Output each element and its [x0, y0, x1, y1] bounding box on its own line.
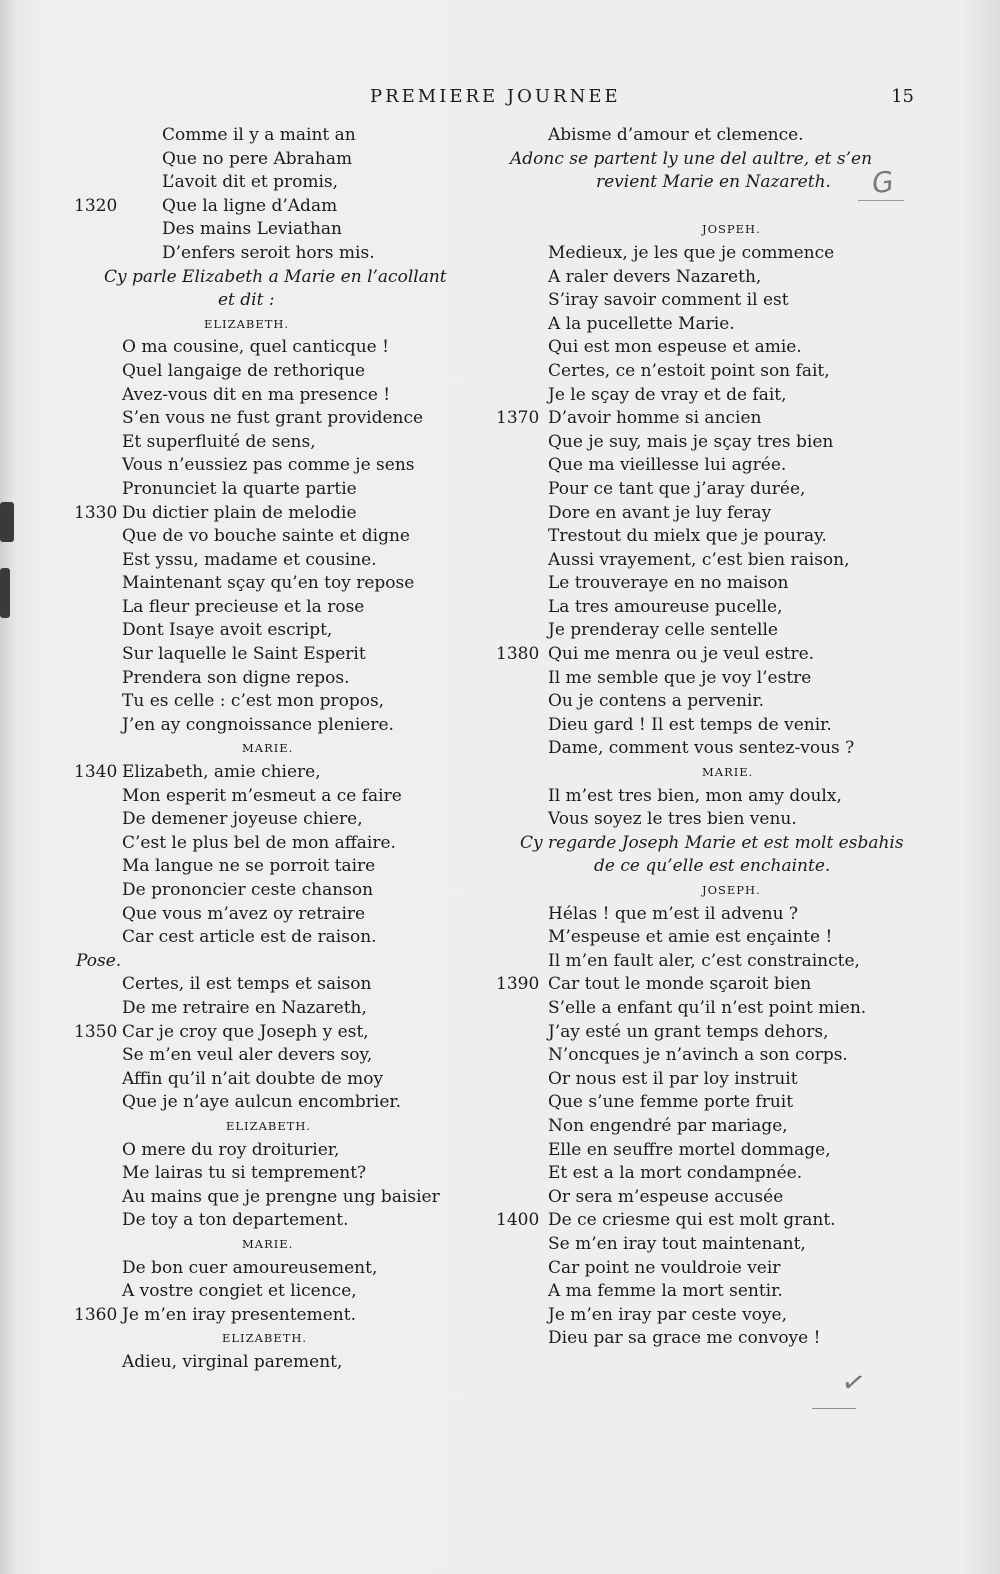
text-line — [74, 1068, 454, 1092]
verse-text: Mon esperit m’esmeut a ce faire — [122, 785, 402, 806]
text-line — [74, 313, 454, 337]
verse-text: Je m’en iray par ceste voye, — [548, 1304, 787, 1325]
text-line — [74, 737, 454, 761]
text-line — [74, 266, 454, 290]
verse-text: Medieux, je les que je commence — [548, 242, 835, 263]
verse-text: Il m’est tres bien, mon amy doulx, — [548, 785, 842, 806]
text-line — [496, 832, 906, 856]
verse-text: Trestout du mielx que je pouray. — [548, 526, 827, 547]
text-line — [496, 643, 906, 667]
verse-text: Non engendré par mariage, — [548, 1115, 788, 1136]
text-line — [74, 384, 454, 408]
text-line — [496, 714, 906, 738]
verse-text: Et est a la mort condampnée. — [548, 1163, 803, 1184]
verse-text: J’ay esté un grant temps dehors, — [548, 1021, 829, 1042]
text-line — [74, 572, 454, 596]
verse-text: Certes, il est temps et saison — [122, 974, 372, 995]
text-line — [74, 1115, 454, 1139]
text-line — [74, 171, 454, 195]
text-line — [496, 596, 906, 620]
left-column — [74, 124, 454, 1374]
speaker-name: JOSPEH. — [702, 222, 761, 237]
verse-text: A raler devers Nazareth, — [548, 266, 762, 287]
text-line — [74, 690, 454, 714]
stage-direction: Adonc se partent ly une del aultre, et s’en — [510, 148, 873, 169]
text-line — [496, 124, 906, 148]
verse-text: Se m’en veul aler devers soy, — [122, 1045, 373, 1066]
verse-text: A la pucellette Marie. — [548, 313, 735, 334]
line-number: 1320 — [74, 195, 118, 216]
text-line — [496, 1257, 906, 1281]
text-line — [496, 407, 906, 431]
text-line — [74, 973, 454, 997]
line-number: 1390 — [496, 974, 540, 995]
verse-text: Me lairas tu si temprement? — [122, 1163, 367, 1184]
text-line — [496, 1044, 906, 1068]
text-line — [496, 242, 906, 266]
verse-text: Car cest article est de raison. — [122, 927, 377, 948]
verse-text: Car je croy que Joseph y est, — [122, 1021, 369, 1042]
text-line — [496, 761, 906, 785]
verse-text: Prendera son digne repos. — [122, 667, 350, 688]
verse-text: Ma langue ne se porroit taire — [122, 856, 376, 877]
text-line — [74, 808, 454, 832]
verse-text: Sur laquelle le Saint Esperit — [122, 644, 366, 665]
text-line — [496, 502, 906, 526]
verse-text: Comme il y a maint an — [162, 125, 356, 145]
verse-text: Elizabeth, amie chiere, — [122, 762, 321, 783]
text-line — [496, 785, 906, 809]
verse-text: Aussi vrayement, c’est bien raison, — [548, 549, 850, 570]
blank-line — [496, 195, 906, 219]
text-line — [74, 1139, 454, 1163]
text-line — [74, 785, 454, 809]
verse-text: De bon cuer amoureusement, — [122, 1257, 378, 1278]
text-line — [74, 1351, 454, 1375]
page-number: 15 — [891, 86, 914, 107]
verse-text: Hélas ! que m’est il advenu ? — [548, 903, 799, 924]
text-line — [74, 879, 454, 903]
text-line — [496, 1162, 906, 1186]
stage-direction: et dit : — [218, 290, 275, 311]
text-line — [74, 148, 454, 172]
text-line — [74, 1186, 454, 1210]
verse-text: Dont Isaye avoit escript, — [122, 620, 333, 641]
verse-text: Or nous est il par loy instruit — [548, 1068, 798, 1089]
verse-text: De me retraire en Nazareth, — [122, 997, 367, 1018]
text-line — [496, 572, 906, 596]
verse-text: Des mains Leviathan — [162, 219, 342, 240]
text-line — [496, 903, 906, 927]
verse-text: Avez-vous dit en ma presence ! — [122, 384, 391, 405]
speaker-name: ELIZABETH. — [204, 316, 290, 331]
verse-text: A vostre congiet et licence, — [122, 1281, 357, 1302]
text-line — [74, 1162, 454, 1186]
verse-text: Que je n’aye aulcun encombrier. — [122, 1092, 402, 1113]
text-line — [74, 431, 454, 455]
text-line — [496, 1115, 906, 1139]
verse-text: N’oncques je n’avinch a son corps. — [548, 1045, 848, 1066]
text-line — [496, 667, 906, 691]
text-line — [74, 525, 454, 549]
text-line — [74, 926, 454, 950]
verse-text: S’elle a enfant qu’il n’est point mien. — [548, 997, 867, 1018]
text-line — [74, 1044, 454, 1068]
text-line — [496, 148, 906, 172]
text-line — [74, 950, 454, 974]
text-line — [74, 997, 454, 1021]
text-line — [496, 478, 906, 502]
text-line — [496, 1068, 906, 1092]
verse-text: Se m’en iray tout maintenant, — [548, 1233, 806, 1254]
verse-text: Dieu par sa grace me convoye ! — [548, 1328, 821, 1349]
text-line — [74, 478, 454, 502]
text-line — [74, 1021, 454, 1045]
verse-text: De ce criesme qui est molt grant. — [548, 1210, 836, 1231]
verse-text: Je m’en iray presentement. — [122, 1304, 356, 1325]
speaker-name: JOSEPH. — [702, 883, 761, 897]
text-line — [496, 266, 906, 290]
text-line — [496, 384, 906, 408]
text-line — [74, 1280, 454, 1304]
text-line — [74, 761, 454, 785]
verse-text: Maintenant sçay qu’en toy repose — [122, 573, 415, 594]
verse-text: Ou je contens a pervenir. — [548, 691, 765, 712]
verse-text: Dame, comment vous sentez-vous ? — [548, 738, 855, 759]
verse-text: Le trouveraye en no maison — [548, 573, 789, 594]
verse-text: Or sera m’espeuse accusée — [548, 1186, 784, 1207]
verse-text: Il me semble que je voy l’estre — [548, 667, 812, 688]
text-line — [496, 808, 906, 832]
text-line — [74, 1304, 454, 1328]
verse-text: Qui est mon espeuse et amie. — [548, 337, 802, 358]
verse-text: De prononcier ceste chanson — [122, 880, 374, 900]
text-line — [496, 950, 906, 974]
pencil-annotation: G — [869, 164, 896, 201]
verse-text: La fleur precieuse et la rose — [122, 596, 365, 617]
line-number: 1340 — [74, 762, 118, 783]
verse-text: J’en ay congnoissance pleniere. — [122, 714, 394, 735]
verse-text: Que ma vieillesse lui agrée. — [548, 455, 787, 476]
text-line — [74, 1209, 454, 1233]
verse-text: Je le sçay de vray et de fait, — [548, 384, 787, 405]
verse-text: De demener joyeuse chiere, — [122, 809, 363, 830]
text-line — [496, 454, 906, 478]
verse-text: Tu es celle : c’est mon propos, — [122, 691, 385, 712]
text-line — [74, 549, 454, 573]
text-line — [496, 218, 906, 242]
verse-text: S’iray savoir comment il est — [548, 290, 789, 311]
text-line — [496, 1209, 906, 1233]
text-line — [496, 879, 906, 903]
stage-direction: Pose. — [76, 950, 122, 971]
text-line — [74, 619, 454, 643]
text-line — [74, 667, 454, 691]
speaker-name: ELIZABETH. — [226, 1118, 312, 1133]
text-line — [496, 525, 906, 549]
verse-text: Pour ce tant que j’aray durée, — [548, 478, 806, 499]
text-line — [496, 737, 906, 761]
verse-text: Que no pere Abraham — [162, 148, 353, 169]
speaker-name: MARIE. — [242, 1236, 294, 1251]
text-line — [496, 997, 906, 1021]
verse-text: Et superfluité de sens, — [122, 431, 316, 452]
text-line — [496, 171, 906, 195]
text-line — [74, 596, 454, 620]
text-line — [496, 313, 906, 337]
verse-text: Car point ne vouldroie veir — [548, 1257, 781, 1278]
line-number: 1360 — [74, 1304, 118, 1325]
verse-text: Adieu, virginal parement, — [122, 1351, 343, 1372]
verse-text: Affin qu’il n’ait doubte de moy — [122, 1068, 384, 1089]
text-line — [496, 1304, 906, 1328]
speaker-name: ELIZABETH. — [222, 1331, 308, 1346]
verse-text: Que vous m’avez oy retraire — [122, 903, 366, 924]
text-line — [496, 336, 906, 360]
verse-text: Car tout le monde sçaroit bien — [548, 974, 812, 995]
right-column — [496, 124, 906, 1351]
text-line — [74, 1233, 454, 1257]
line-number: 1330 — [74, 502, 118, 523]
verse-text: A ma femme la mort sentir. — [548, 1281, 783, 1302]
stage-direction: Cy regarde Joseph Marie et est molt esbahis — [520, 832, 904, 853]
text-line — [496, 1021, 906, 1045]
verse-text: Elle en seuffre mortel dommage, — [548, 1139, 831, 1160]
verse-text: M’espeuse et amie est ençainte ! — [548, 927, 833, 948]
text-line — [496, 549, 906, 573]
binding-edge-mark — [0, 502, 14, 542]
text-line — [496, 619, 906, 643]
text-line — [74, 1327, 454, 1351]
verse-text: C’est le plus bel de mon affaire. — [122, 832, 396, 853]
stage-direction: Cy parle Elizabeth a Marie en l’acollant — [104, 266, 447, 287]
pencil-stroke — [858, 200, 904, 201]
verse-text: Je prenderay celle sentelle — [548, 620, 778, 641]
verse-text: Dore en avant je luy feray — [548, 502, 772, 523]
text-line — [74, 289, 454, 313]
verse-text: Que de vo bouche sainte et digne — [122, 526, 410, 547]
text-line — [74, 360, 454, 384]
verse-text: D’avoir homme si ancien — [548, 408, 762, 429]
line-number: 1400 — [496, 1210, 540, 1231]
verse-text: Au mains que je prengne ung baisier — [122, 1186, 440, 1207]
text-line — [496, 1186, 906, 1210]
text-line — [74, 832, 454, 856]
verse-text: Abisme d’amour et clemence. — [548, 125, 804, 145]
text-line — [496, 360, 906, 384]
line-number: 1370 — [496, 408, 540, 429]
text-line — [74, 855, 454, 879]
verse-text: Certes, ce n’estoit point son fait, — [548, 360, 830, 381]
verse-text: Vous soyez le tres bien venu. — [548, 809, 797, 830]
text-line — [74, 195, 454, 219]
text-line — [496, 1139, 906, 1163]
stage-direction: revient Marie en Nazareth. — [596, 172, 831, 193]
pencil-check-icon: ✓ — [838, 1363, 869, 1402]
stage-direction: de ce qu’elle est enchainte. — [594, 856, 831, 877]
text-line — [74, 242, 454, 266]
text-line — [74, 714, 454, 738]
text-line — [496, 431, 906, 455]
text-line — [74, 643, 454, 667]
verse-text: Quel langaige de rethorique — [122, 360, 366, 381]
verse-text: La tres amoureuse pucelle, — [548, 596, 783, 617]
text-line — [74, 407, 454, 431]
verse-text: Pronunciet la quarte partie — [122, 478, 357, 499]
text-line — [496, 926, 906, 950]
verse-text: D’enfers seroit hors mis. — [162, 242, 375, 263]
verse-text: Du dictier plain de melodie — [122, 502, 357, 523]
verse-text: Dieu gard ! Il est temps de venir. — [548, 714, 832, 735]
binding-edge-mark — [0, 568, 10, 618]
pencil-stroke — [812, 1408, 856, 1409]
text-line — [496, 1233, 906, 1257]
text-line — [496, 1091, 906, 1115]
text-line — [496, 1280, 906, 1304]
verse-text: Vous n’eussiez pas comme je sens — [122, 455, 415, 476]
speaker-name: MARIE. — [242, 741, 294, 756]
line-number: 1350 — [74, 1021, 118, 1042]
verse-text: Que la ligne d’Adam — [162, 195, 338, 216]
verse-text: L’avoit dit et promis, — [162, 172, 339, 193]
text-line — [74, 1257, 454, 1281]
running-header — [0, 86, 1000, 112]
verse-text: O mere du roy droiturier, — [122, 1139, 340, 1160]
verse-text: O ma cousine, quel canticque ! — [122, 337, 389, 358]
verse-text: S’en vous ne fust grant providence — [122, 408, 424, 429]
verse-text: Est yssu, madame et cousine. — [122, 549, 377, 570]
text-line — [74, 1091, 454, 1115]
text-line — [496, 973, 906, 997]
line-number: 1380 — [496, 644, 540, 665]
text-line — [496, 289, 906, 313]
text-line — [74, 124, 454, 148]
text-line — [496, 690, 906, 714]
text-line — [74, 903, 454, 927]
verse-text: Que je suy, mais je sçay tres bien — [548, 431, 834, 452]
verse-text: Que s’une femme porte fruit — [548, 1092, 794, 1113]
text-line — [74, 218, 454, 242]
text-line — [496, 855, 906, 879]
verse-text: Il m’en fault aler, c’est constraincte, — [548, 950, 860, 971]
text-line — [74, 454, 454, 478]
verse-text: Qui me menra ou je veul estre. — [548, 644, 815, 665]
running-title: PREMIERE JOURNEE — [370, 86, 621, 107]
verse-text: De toy a ton departement. — [122, 1210, 349, 1231]
text-line — [496, 1327, 906, 1351]
text-line — [74, 336, 454, 360]
speaker-name: MARIE. — [702, 765, 754, 780]
text-line — [74, 502, 454, 526]
